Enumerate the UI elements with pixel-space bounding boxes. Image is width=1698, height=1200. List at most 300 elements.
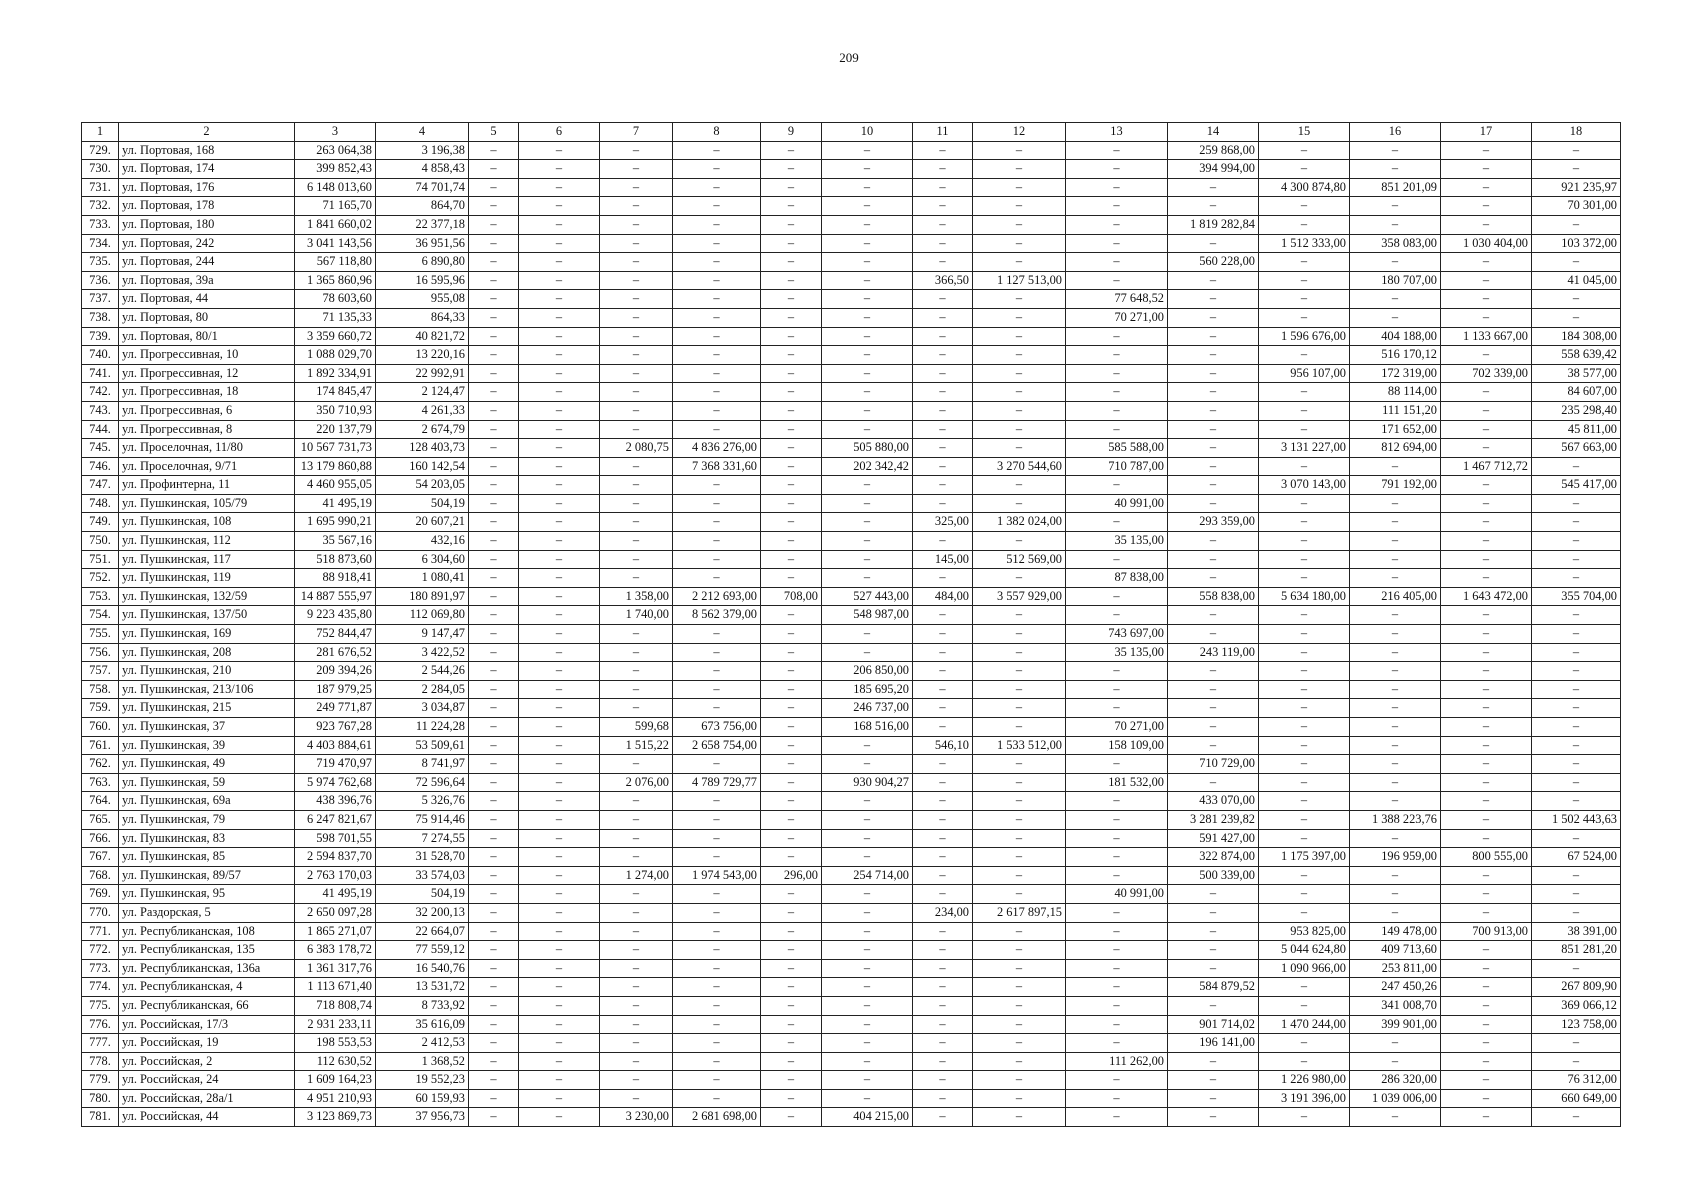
value-cell: 88 918,41 [295,569,376,588]
value-cell: – [1532,736,1621,755]
value-cell: 1 368,52 [376,1052,469,1071]
value-cell: – [913,885,973,904]
value-cell: 1 274,00 [600,866,673,885]
column-header: 7 [600,123,673,142]
value-cell: – [1441,1052,1532,1071]
value-cell: – [973,420,1066,439]
value-cell: – [1066,364,1168,383]
value-cell: – [469,457,519,476]
value-cell: 209 394,26 [295,662,376,681]
value-cell: 599,68 [600,718,673,737]
value-cell: – [519,1108,600,1127]
value-cell: – [673,1089,761,1108]
value-cell: 956 107,00 [1259,364,1350,383]
value-cell: – [519,959,600,978]
value-cell: – [519,680,600,699]
value-cell: 84 607,00 [1532,383,1621,402]
value-cell: – [913,792,973,811]
value-cell: – [973,866,1066,885]
value-cell: – [600,401,673,420]
table-row [82,141,1621,160]
value-cell: – [519,866,600,885]
address-cell: ул. Российская, 44 [119,1108,295,1127]
value-cell: 1 090 966,00 [1259,959,1350,978]
value-cell: 584 879,52 [1168,978,1259,997]
address-cell: ул. Пушкинская, 89/57 [119,866,295,885]
value-cell: – [1066,699,1168,718]
value-cell: – [761,885,822,904]
value-cell: – [822,922,913,941]
value-cell: 5 044 624,80 [1259,941,1350,960]
value-cell: – [761,141,822,160]
address-cell: ул. Российская, 24 [119,1071,295,1090]
value-cell: – [519,773,600,792]
value-cell: – [1259,160,1350,179]
value-cell: 1 740,00 [600,606,673,625]
value-cell: – [469,941,519,960]
row-number: 737. [82,290,119,309]
value-cell: 3 041 143,56 [295,234,376,253]
value-cell: – [469,606,519,625]
value-cell: – [1350,903,1441,922]
value-cell: – [519,178,600,197]
value-cell: – [1168,290,1259,309]
value-cell: – [1441,1071,1532,1090]
table-row [82,885,1621,904]
value-cell: – [1259,643,1350,662]
value-cell: – [761,308,822,327]
value-cell: – [519,420,600,439]
value-cell: – [600,215,673,234]
value-cell: 263 064,38 [295,141,376,160]
value-cell: 1 609 164,23 [295,1071,376,1090]
table-row [82,532,1621,551]
value-cell: – [1350,197,1441,216]
value-cell: – [1259,141,1350,160]
row-number: 753. [82,587,119,606]
table-row [82,1015,1621,1034]
value-cell: – [1441,903,1532,922]
value-cell: – [1532,215,1621,234]
value-cell: – [822,569,913,588]
value-cell: – [1441,978,1532,997]
value-cell: – [673,327,761,346]
value-cell: – [761,346,822,365]
value-cell: – [761,476,822,495]
value-cell: 216 405,00 [1350,587,1441,606]
value-cell: – [600,327,673,346]
value-cell: – [973,569,1066,588]
value-cell: 41 045,00 [1532,271,1621,290]
value-cell: – [469,401,519,420]
row-number: 734. [82,234,119,253]
value-cell: – [673,792,761,811]
value-cell: – [1350,160,1441,179]
value-cell: – [822,643,913,662]
value-cell: 2 681 698,00 [673,1108,761,1127]
value-cell: – [673,569,761,588]
value-cell: – [1532,569,1621,588]
value-cell: – [761,160,822,179]
value-cell: 512 569,00 [973,550,1066,569]
value-cell: – [973,848,1066,867]
value-cell: – [519,606,600,625]
value-cell: – [1532,903,1621,922]
table-row [82,587,1621,606]
value-cell: – [973,718,1066,737]
value-cell: – [1168,922,1259,941]
value-cell: – [1066,587,1168,606]
value-cell: – [1350,680,1441,699]
row-number: 744. [82,420,119,439]
value-cell: – [469,755,519,774]
value-cell: – [822,476,913,495]
value-cell: 548 987,00 [822,606,913,625]
value-cell: – [1259,569,1350,588]
value-cell: 7 368 331,60 [673,457,761,476]
address-cell: ул. Пушкинская, 132/59 [119,587,295,606]
value-cell: – [1066,829,1168,848]
value-cell: – [1532,773,1621,792]
row-number: 773. [82,959,119,978]
row-number: 770. [82,903,119,922]
value-cell: – [1066,1034,1168,1053]
value-cell: 2 212 693,00 [673,587,761,606]
page-number: 209 [839,50,859,65]
address-cell: ул. Пушкинская, 213/106 [119,680,295,699]
value-cell: – [1441,1034,1532,1053]
value-cell: – [1259,550,1350,569]
value-cell: – [600,625,673,644]
value-cell: – [973,476,1066,495]
address-cell: ул. Пушкинская, 210 [119,662,295,681]
value-cell: 187 979,25 [295,680,376,699]
value-cell: – [1066,215,1168,234]
value-cell: – [1259,736,1350,755]
table-row [82,755,1621,774]
value-cell: 2 594 837,70 [295,848,376,867]
address-cell: ул. Пушкинская, 69а [119,792,295,811]
value-cell: – [519,569,600,588]
value-cell: – [600,383,673,402]
value-cell: – [1259,1052,1350,1071]
value-cell: – [1168,941,1259,960]
value-cell: – [913,978,973,997]
column-header: 4 [376,123,469,142]
address-cell: ул. Пушкинская, 49 [119,755,295,774]
value-cell: – [1066,1089,1168,1108]
value-cell: – [1350,625,1441,644]
value-cell: 953 825,00 [1259,922,1350,941]
value-cell: – [600,643,673,662]
value-cell: – [1441,141,1532,160]
value-cell: – [673,197,761,216]
value-cell: 35 135,00 [1066,643,1168,662]
value-cell: 3 281 239,82 [1168,810,1259,829]
value-cell: – [1066,959,1168,978]
value-cell: – [761,959,822,978]
value-cell: 5 974 762,68 [295,773,376,792]
table-row [82,829,1621,848]
value-cell: 2 650 097,28 [295,903,376,922]
value-cell: 1 039 006,00 [1350,1089,1441,1108]
value-cell: – [1066,978,1168,997]
value-cell: – [673,662,761,681]
address-cell: ул. Пушкинская, 39 [119,736,295,755]
value-cell: – [1441,401,1532,420]
value-cell: – [519,215,600,234]
table-row [82,848,1621,867]
value-cell: 4 261,33 [376,401,469,420]
value-cell: – [1066,866,1168,885]
value-cell: – [973,364,1066,383]
value-cell: 358 083,00 [1350,234,1441,253]
value-cell: 3 230,00 [600,1108,673,1127]
value-cell: – [600,996,673,1015]
value-cell: – [822,1052,913,1071]
value-cell: – [973,810,1066,829]
value-cell: – [913,680,973,699]
value-cell: – [519,922,600,941]
value-cell: – [1168,680,1259,699]
value-cell: – [673,699,761,718]
value-cell: – [1441,941,1532,960]
value-cell: 5 326,76 [376,792,469,811]
value-cell: – [1066,792,1168,811]
value-cell: 19 552,23 [376,1071,469,1090]
value-cell: – [1532,959,1621,978]
value-cell: – [673,829,761,848]
address-cell: ул. Пушкинская, 208 [119,643,295,662]
value-cell: – [1259,457,1350,476]
value-cell: – [822,160,913,179]
value-cell: – [761,903,822,922]
value-cell: – [519,1034,600,1053]
value-cell: – [1441,1089,1532,1108]
value-cell: – [1350,773,1441,792]
value-cell: 404 188,00 [1350,327,1441,346]
value-cell: 184 308,00 [1532,327,1621,346]
address-cell: ул. Раздорская, 5 [119,903,295,922]
value-cell: 1 361 317,76 [295,959,376,978]
value-cell: 198 553,53 [295,1034,376,1053]
value-cell: – [1532,625,1621,644]
value-cell: 3 270 544,60 [973,457,1066,476]
value-cell: – [1441,513,1532,532]
address-cell: ул. Пушкинская, 105/79 [119,494,295,513]
value-cell: 77 559,12 [376,941,469,960]
address-cell: ул. Республиканская, 66 [119,996,295,1015]
value-cell: – [973,606,1066,625]
value-cell: 13 220,16 [376,346,469,365]
value-cell: – [913,829,973,848]
address-cell: ул. Пушкинская, 119 [119,569,295,588]
value-cell: – [1532,643,1621,662]
row-number: 778. [82,1052,119,1071]
value-cell: – [1066,401,1168,420]
value-cell: 2 412,53 [376,1034,469,1053]
value-cell: – [913,253,973,272]
value-cell: 5 634 180,00 [1259,587,1350,606]
address-cell: ул. Пушкинская, 108 [119,513,295,532]
value-cell: 40 991,00 [1066,494,1168,513]
value-cell: – [469,141,519,160]
value-cell: – [1259,829,1350,848]
value-cell: 660 649,00 [1532,1089,1621,1108]
value-cell: – [1441,718,1532,737]
value-cell: – [973,922,1066,941]
value-cell: 4 789 729,77 [673,773,761,792]
row-number: 766. [82,829,119,848]
value-cell: 281 676,52 [295,643,376,662]
value-cell: – [600,941,673,960]
value-cell: 901 714,02 [1168,1015,1259,1034]
table-row [82,922,1621,941]
table-row [82,383,1621,402]
value-cell: 246 737,00 [822,699,913,718]
value-cell: – [1441,178,1532,197]
value-cell: 2 544,26 [376,662,469,681]
value-cell: – [1259,346,1350,365]
value-cell: 112 630,52 [295,1052,376,1071]
value-cell: 149 478,00 [1350,922,1441,941]
value-cell: – [469,253,519,272]
value-cell: 70 301,00 [1532,197,1621,216]
value-cell: – [469,439,519,458]
value-cell: – [1259,718,1350,737]
value-cell: – [822,1015,913,1034]
value-cell: – [600,662,673,681]
value-cell: – [913,1052,973,1071]
address-cell: ул. Пушкинская, 59 [119,773,295,792]
value-cell: 325,00 [913,513,973,532]
value-cell: 53 509,61 [376,736,469,755]
address-cell: ул. Пушкинская, 37 [119,718,295,737]
table-row [82,1089,1621,1108]
value-cell: – [761,922,822,941]
value-cell: – [913,643,973,662]
value-cell: 567 118,80 [295,253,376,272]
value-cell: – [673,532,761,551]
value-cell: 8 562 379,00 [673,606,761,625]
column-header: 11 [913,123,973,142]
row-number: 776. [82,1015,119,1034]
value-cell: 545 417,00 [1532,476,1621,495]
value-cell: – [913,718,973,737]
value-cell: – [1168,1071,1259,1090]
value-cell: 1 695 990,21 [295,513,376,532]
value-cell: – [761,513,822,532]
value-cell: – [761,978,822,997]
value-cell: – [469,978,519,997]
value-cell: – [761,1108,822,1127]
value-cell: 1 515,22 [600,736,673,755]
value-cell: – [469,494,519,513]
value-cell: 585 588,00 [1066,439,1168,458]
value-cell: 145,00 [913,550,973,569]
value-cell: 921 235,97 [1532,178,1621,197]
row-number: 769. [82,885,119,904]
value-cell: 2 658 754,00 [673,736,761,755]
value-cell: 369 066,12 [1532,996,1621,1015]
address-cell: ул. Портовая, 176 [119,178,295,197]
value-cell: 40 991,00 [1066,885,1168,904]
row-number: 756. [82,643,119,662]
value-cell: – [761,215,822,234]
value-cell: – [600,178,673,197]
value-cell: – [673,885,761,904]
value-cell: – [673,513,761,532]
value-cell: – [913,364,973,383]
value-cell: – [913,401,973,420]
value-cell: 743 697,00 [1066,625,1168,644]
value-cell: – [1066,327,1168,346]
value-cell: – [519,457,600,476]
value-cell: – [761,829,822,848]
table-row [82,439,1621,458]
value-cell: – [1441,439,1532,458]
value-cell: – [1441,197,1532,216]
value-cell: – [1532,1052,1621,1071]
value-cell: – [761,290,822,309]
value-cell: – [469,569,519,588]
table-row [82,662,1621,681]
value-cell: – [469,476,519,495]
value-cell: – [469,885,519,904]
value-cell: 560 228,00 [1168,253,1259,272]
value-cell: – [673,755,761,774]
value-cell: – [1168,401,1259,420]
value-cell: – [913,625,973,644]
table-row [82,792,1621,811]
value-cell: – [519,903,600,922]
address-cell: ул. Пушкинская, 85 [119,848,295,867]
value-cell: – [1532,662,1621,681]
value-cell: – [600,885,673,904]
row-number: 739. [82,327,119,346]
value-cell: – [519,439,600,458]
value-cell: – [1532,718,1621,737]
value-cell: – [1259,383,1350,402]
value-cell: 1 974 543,00 [673,866,761,885]
value-cell: – [1259,866,1350,885]
value-cell: – [973,401,1066,420]
value-cell: 1 175 397,00 [1259,848,1350,867]
address-cell: ул. Республиканская, 135 [119,941,295,960]
value-cell: – [1168,996,1259,1015]
table-row [82,736,1621,755]
value-cell: – [1441,383,1532,402]
value-cell: 1 088 029,70 [295,346,376,365]
value-cell: – [600,271,673,290]
value-cell: – [913,1015,973,1034]
value-cell: – [1168,903,1259,922]
value-cell: – [1441,885,1532,904]
address-cell: ул. Пушкинская, 112 [119,532,295,551]
value-cell: – [913,457,973,476]
value-cell: 40 821,72 [376,327,469,346]
value-cell: – [913,866,973,885]
value-cell: – [761,606,822,625]
value-cell: – [600,829,673,848]
value-cell: – [822,736,913,755]
address-cell: ул. Проселочная, 11/80 [119,439,295,458]
value-cell: 355 704,00 [1532,587,1621,606]
value-cell: 1 030 404,00 [1441,234,1532,253]
value-cell: 710 729,00 [1168,755,1259,774]
row-number: 779. [82,1071,119,1090]
value-cell: – [519,996,600,1015]
